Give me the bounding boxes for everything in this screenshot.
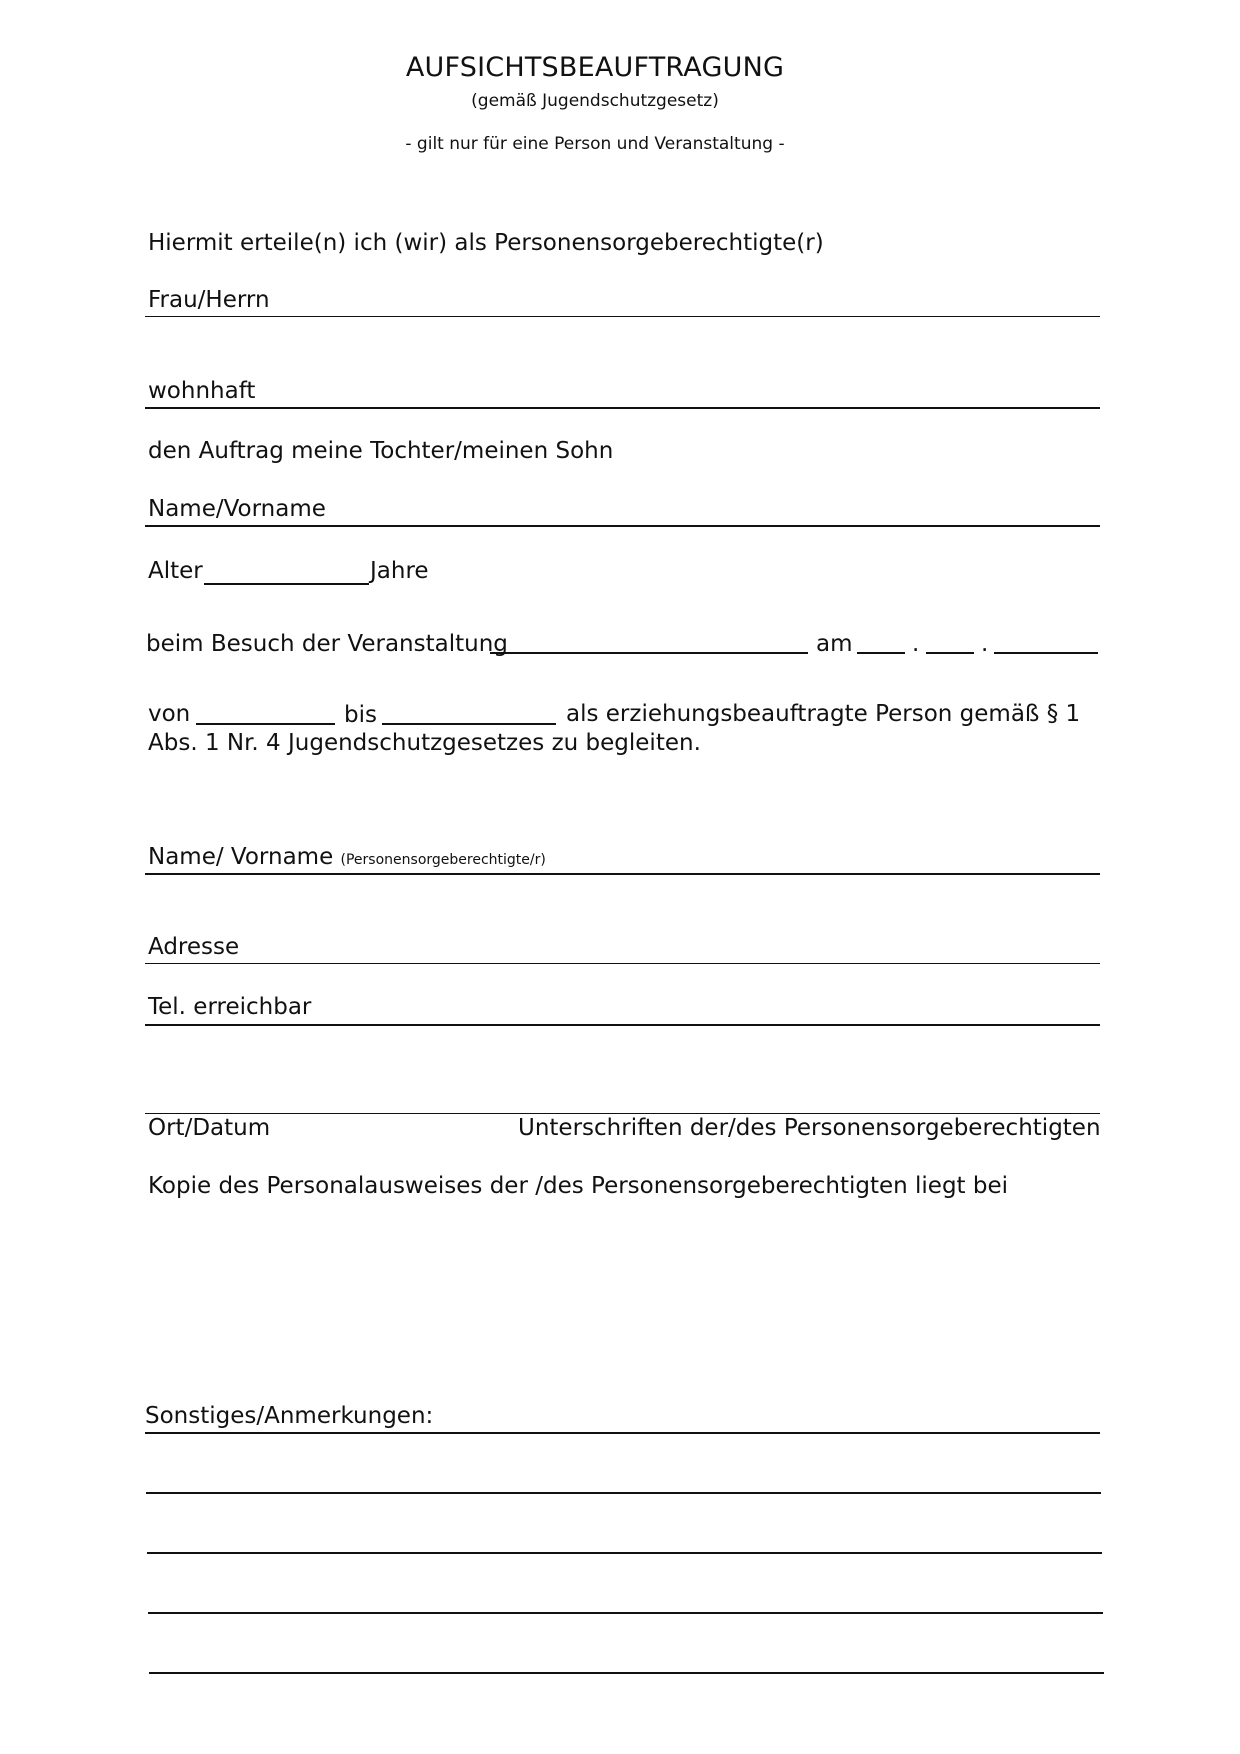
- alter-blank[interactable]: [204, 583, 369, 585]
- guardian-name-label: [148, 843, 546, 874]
- guardian-name-hint: (Personensorgeberechtigte/r): [340, 852, 546, 868]
- adresse-line[interactable]: [145, 963, 1100, 964]
- sonstiges-line-4[interactable]: [148, 1612, 1103, 1614]
- von-label: von: [148, 701, 191, 727]
- intro-text: Hiermit erteile(n) ich (wir) als Personensorgeberechtigte(r): [148, 230, 824, 256]
- bis-blank[interactable]: [382, 723, 556, 725]
- date-month-blank[interactable]: [926, 652, 974, 654]
- guardian-name-line[interactable]: [145, 873, 1100, 875]
- date-day-blank[interactable]: [857, 652, 905, 654]
- date-year-blank[interactable]: [994, 652, 1098, 654]
- begleit-text-2: Abs. 1 Nr. 4 Jugendschutzgesetzes zu begleiten.: [148, 730, 701, 756]
- sonstiges-line-3[interactable]: [147, 1552, 1102, 1554]
- alter-label: Alter: [148, 558, 203, 584]
- name-vorname-label: Name/Vorname: [148, 496, 326, 522]
- ort-datum-label: Ort/Datum: [148, 1115, 271, 1141]
- document-title: AUFSICHTSBEAUFTRAGUNG: [405, 52, 785, 83]
- name-vorname-line[interactable]: [145, 525, 1100, 527]
- begleit-text-1: als erziehungsbeauftragte Person gemäß § 1: [566, 701, 1081, 727]
- veranstaltung-blank[interactable]: [490, 652, 808, 654]
- document-subtitle: (gemäß Jugendschutzgesetz): [471, 91, 719, 111]
- bis-label: bis: [344, 702, 377, 728]
- tel-line[interactable]: [145, 1024, 1100, 1026]
- date-separator-2: .: [981, 631, 989, 657]
- auftrag-text: den Auftrag meine Tochter/meinen Sohn: [148, 438, 614, 464]
- kopie-text: Kopie des Personalausweises der /des Personensorgeberechtigten liegt bei: [148, 1173, 1009, 1199]
- sonstiges-line-5[interactable]: [149, 1672, 1104, 1674]
- unterschriften-label: Unterschriften der/des Personensorgeberechtigten: [518, 1115, 1101, 1141]
- tel-label: Tel. erreichbar: [148, 994, 312, 1020]
- frau-herrn-label: Frau/Herrn: [148, 287, 270, 313]
- jahre-label: Jahre: [370, 558, 429, 584]
- am-label: am: [816, 631, 853, 657]
- document-note: - gilt nur für eine Person und Veranstaltung -: [405, 134, 785, 154]
- sonstiges-label: Sonstiges/Anmerkungen:: [145, 1403, 434, 1429]
- guardian-name-text: Name/ Vorname: [148, 844, 334, 870]
- wohnhaft-label: wohnhaft: [148, 378, 256, 404]
- frau-herrn-line[interactable]: [145, 316, 1100, 317]
- veranstaltung-label: beim Besuch der Veranstaltung: [146, 631, 508, 657]
- sonstiges-line-2[interactable]: [146, 1492, 1101, 1494]
- wohnhaft-line[interactable]: [145, 407, 1100, 409]
- date-separator-1: .: [912, 631, 920, 657]
- sonstiges-line-1[interactable]: [145, 1432, 1100, 1434]
- adresse-label: Adresse: [148, 934, 240, 960]
- von-blank[interactable]: [196, 723, 335, 725]
